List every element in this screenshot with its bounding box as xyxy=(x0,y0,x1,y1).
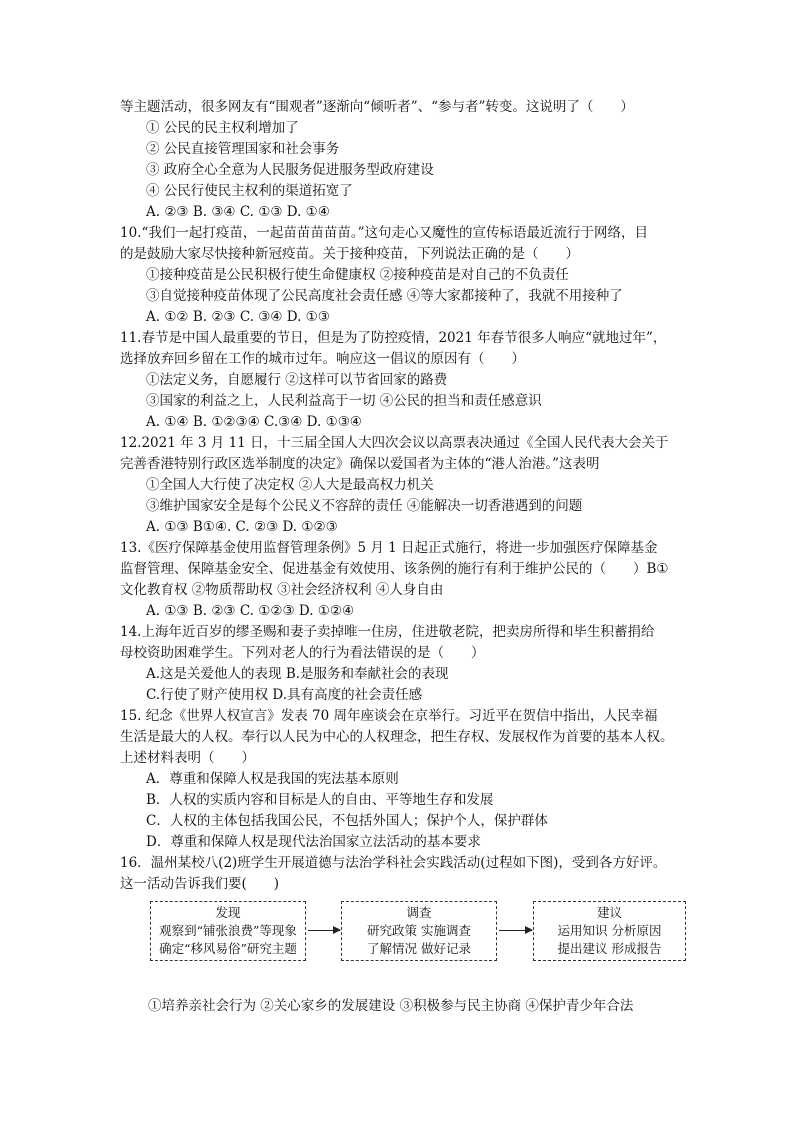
q13-stem: 监督管理、保障基金安全、促进基金有效使用、该条例的施行有利于维护公民的（ ）B① xyxy=(120,561,669,577)
q15-option-d: D．尊重和保障人权是现代法治国家立法活动的基本要求 xyxy=(146,834,481,850)
flow-arrow xyxy=(308,930,340,931)
q13-choices: A. ①③ B. ②③ C. ①②③ D. ①②④ xyxy=(146,603,355,619)
q15-stem: 15. 纪念《世界人权宣言》发表 70 周年座谈会在京举行。习近平在贺信中指出，人民幸福 xyxy=(120,708,658,724)
q10-choices: A. ①② B. ②③ C. ③④ D. ①③ xyxy=(146,309,330,325)
q12-options: ③维护国家安全是每个公民义不容辞的责任 ④能解决一切香港遇到的问题 xyxy=(146,498,583,514)
flow-box-text: 观察到“铺张浪费”等现象 xyxy=(159,923,297,938)
q9-choices: A. ②③ B. ③④ C. ①③ D. ①④ xyxy=(146,204,330,220)
q15-stem: 上述材料表明（ ） xyxy=(120,750,255,766)
q12-stem: 完善香港特别行政区选举制度的决定》确保以爱国者为主体的“港人治港。”这表明 xyxy=(120,456,600,472)
q10-options: ③自觉接种疫苗体现了公民高度社会责任感 ④等大家都接种了，我就不用接种了 xyxy=(146,288,623,304)
q16-stem: 这一活动告诉我们要( ) xyxy=(120,876,280,892)
flow-box-title: 发现 xyxy=(215,905,241,920)
q13-options: 文化教育权 ②物质帮助权 ③社会经济权利 ④人身自由 xyxy=(120,582,444,598)
flow-box-investigate xyxy=(341,901,497,961)
q10-stem: 10.“我们一起打疫苗，一起苗苗苗苗苗。”这句走心又魔性的宣传标语最近流行于网络，目 xyxy=(120,225,649,241)
q15-option-c: C．人权的主体包括我国公民，不包括外国人；保护个人，保护群体 xyxy=(146,813,548,829)
q10-options: ①接种疫苗是公民积极行使生命健康权 ②接种疫苗是对自己的不负责任 xyxy=(146,267,569,283)
q13-stem: 13.《医疗保障基金使用监督管理条例》5 月 1 日起正式施行，将进一步加强医疗保障基金 xyxy=(120,540,658,556)
flow-box-text: 提出建议 形成报告 xyxy=(557,941,662,956)
q12-stem: 12.2021 年 3 月 11 日，十三届全国人大四次会议以高票表决通过《全国人民代表大会关于 xyxy=(120,435,669,451)
q9-stem-continued: 等主题活动，很多网友有“围观者”逐渐向“倾听者”、“参与者”转变。这说明了（ ） xyxy=(120,99,634,115)
q14-stem: 母校资助困难学生。下列对老人的行为看法错误的是（ ） xyxy=(120,645,485,661)
q9-option-4: ④ 公民行使民主权利的渠道拓宽了 xyxy=(146,183,353,199)
flow-box-discover xyxy=(150,901,306,961)
q11-options: ①法定义务，自愿履行 ②这样可以节省回家的路费 xyxy=(146,372,448,388)
flow-box-title: 建议 xyxy=(596,905,622,920)
flow-box-text: 运用知识 分析原因 xyxy=(557,923,662,938)
q12-choices: A. ①③ B①④. C. ②③ D. ①②③ xyxy=(146,519,338,535)
q11-choices: A. ①④ B. ①②③④ C.③④ D. ①③④ xyxy=(146,414,362,430)
q9-option-1: ① 公民的民主权利增加了 xyxy=(146,120,299,136)
q11-stem: 选择放弃回乡留在工作的城市过年。响应这一倡议的原因有（ ） xyxy=(120,351,525,367)
q9-option-3: ③ 政府全心全意为人民服务促进服务型政府建设 xyxy=(146,162,434,178)
flow-box-suggest xyxy=(533,901,686,961)
flow-box-text: 了解情况 做好记录 xyxy=(367,941,471,956)
flow-box-text: 确定“移风易俗”研究主题 xyxy=(159,941,297,956)
flow-box-text: 研究政策 实施调查 xyxy=(367,923,471,938)
q9-option-2: ② 公民直接管理国家和社会事务 xyxy=(146,141,340,157)
q10-stem: 的是鼓励大家尽快接种新冠疫苗。关于接种疫苗，下列说法正确的是（ ） xyxy=(120,246,579,262)
q15-option-b: B．人权的实质内容和目标是人的自由、平等地生存和发展 xyxy=(146,792,494,808)
q16-stem: 16．温州某校八(2)班学生开展道德与法治学科社会实践活动(过程如下图)，受到各方好评。 xyxy=(120,855,667,871)
q16-options: ①培养亲社会行为 ②关心家乡的发展建设 ③积极参与民主协商 ④保护青少年合法 xyxy=(148,998,634,1014)
q12-options: ①全国人大行使了决定权 ②人大是最高权力机关 xyxy=(146,477,434,493)
q14-options: C.行使了财产使用权 D.具有高度的社会责任感 xyxy=(146,687,423,703)
q14-options: A.这是关爱他人的表现 B.是服务和奉献社会的表现 xyxy=(146,666,449,682)
q15-option-a: A．尊重和保障人权是我国的宪法基本原则 xyxy=(146,771,399,787)
q15-stem: 生活是最大的人权。奉行以人民为中心的人权理念，把生存权、发展权作为首要的基本人权。 xyxy=(120,729,674,745)
q11-stem: 11.春节是中国人最重要的节日，但是为了防控疫情，2021 年春节很多人响应“就地过年”， xyxy=(120,330,667,346)
q11-options: ③国家的利益之上，人民利益高于一切 ④公民的担当和责任感意识 xyxy=(146,393,542,409)
flow-box-title: 调查 xyxy=(406,905,432,920)
flow-arrow xyxy=(499,930,532,931)
q14-stem: 14.上海年近百岁的缪圣赐和妻子卖掉唯一住房，住进敬老院，把卖房所得和毕生积蓄捐给 xyxy=(120,624,655,640)
